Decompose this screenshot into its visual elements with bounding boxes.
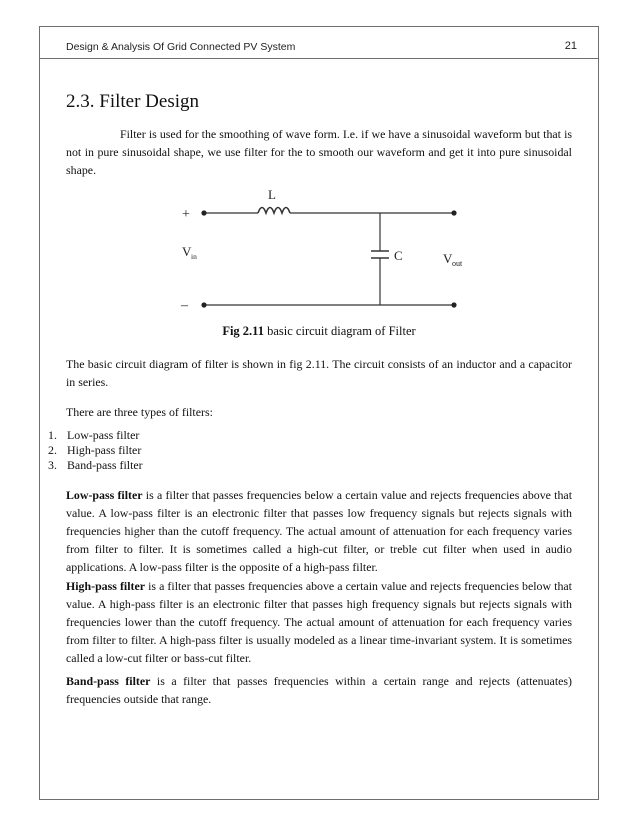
- vout-label: V: [443, 251, 453, 266]
- header-rule: [40, 58, 598, 59]
- figure-caption: [0, 324, 638, 339]
- terminal-out-bottom: [451, 302, 456, 307]
- capacitor-label: C: [394, 248, 403, 263]
- list-item-label: High-pass filter: [67, 443, 142, 457]
- list-item-label: Band-pass filter: [67, 458, 143, 472]
- low-pass-term: Low-pass filter: [66, 488, 143, 502]
- low-pass-definition: [66, 486, 572, 576]
- inductor-symbol: [258, 208, 290, 214]
- band-pass-definition: [66, 672, 572, 708]
- low-pass-text: is a filter that passes frequencies below a certain value and rejects frequencies above that value. A low-pass filter is an electronic filter that passes low frequency signals but rejects signals with frequencies higher than the cutoff frequency. The actual amount of attenuation for each frequency varies from filter to filter. It is sometimes called a high-cut filter, or treble cut filter when used in audio applications. A low-pass filter is the opposite of a high-pass filter.: [66, 488, 573, 574]
- terminal-out-top: [451, 210, 456, 215]
- list-item: [48, 428, 143, 443]
- terminal-in-top: [201, 210, 206, 215]
- list-item: [48, 443, 143, 458]
- plus-label: +: [182, 207, 190, 222]
- band-pass-text: is a filter that passes frequencies within a certain range and rejects (attenuates) frequencies outside that range.: [66, 674, 572, 706]
- page-number: 21: [564, 40, 577, 52]
- list-item: [48, 458, 143, 473]
- figure-caption-number: Fig 2.11: [222, 324, 264, 338]
- list-item-number: 3.: [48, 458, 57, 472]
- high-pass-text: is a filter that passes frequencies above a certain value and rejects frequencies below that value. A high-pass filter is an electronic filter that passes high frequency signals but rejects signals with frequencies lower than the cutoff frequency. The actual amount of attenuation for each frequency varies from filter to filter. A high-pass filter is usually modeled as a linear time-invariant system. It is sometimes called a low-cut filter or bass-cut filter.: [66, 579, 572, 665]
- filter-types-list: [48, 428, 143, 473]
- high-pass-term: High-pass filter: [66, 579, 146, 593]
- list-item-label: Low-pass filter: [67, 428, 140, 442]
- list-item-number: 1.: [48, 428, 57, 442]
- figure-caption-text: basic circuit diagram of Filter: [263, 324, 416, 338]
- section-heading: 2.3. Filter Design: [66, 91, 199, 112]
- minus-label: –: [181, 298, 188, 313]
- inductor-label: L: [268, 187, 276, 202]
- running-header-title: Design & Analysis Of Grid Connected PV System: [66, 41, 296, 53]
- list-item-number: 2.: [48, 443, 57, 457]
- vin-subscript: in: [191, 252, 197, 261]
- vin-label: V: [182, 244, 192, 259]
- types-intro: There are three types of filters:: [66, 405, 213, 419]
- filter-circuit-diagram: [170, 185, 470, 320]
- vout-subscript: out: [452, 259, 463, 268]
- terminal-in-bottom: [201, 302, 206, 307]
- description-paragraph: The basic circuit diagram of filter is shown in fig 2.11. The circuit consists of an inductor and a capacitor in series.: [66, 357, 572, 389]
- high-pass-definition: [66, 577, 572, 667]
- intro-paragraph: Filter is used for the smoothing of wave form. I.e. if we have a sinusoidal waveform but that is not in pure sinusoidal shape, we use filter for the to smooth our waveform and get it into pure sinusoidal shape.: [66, 127, 572, 177]
- band-pass-term: Band-pass filter: [66, 674, 151, 688]
